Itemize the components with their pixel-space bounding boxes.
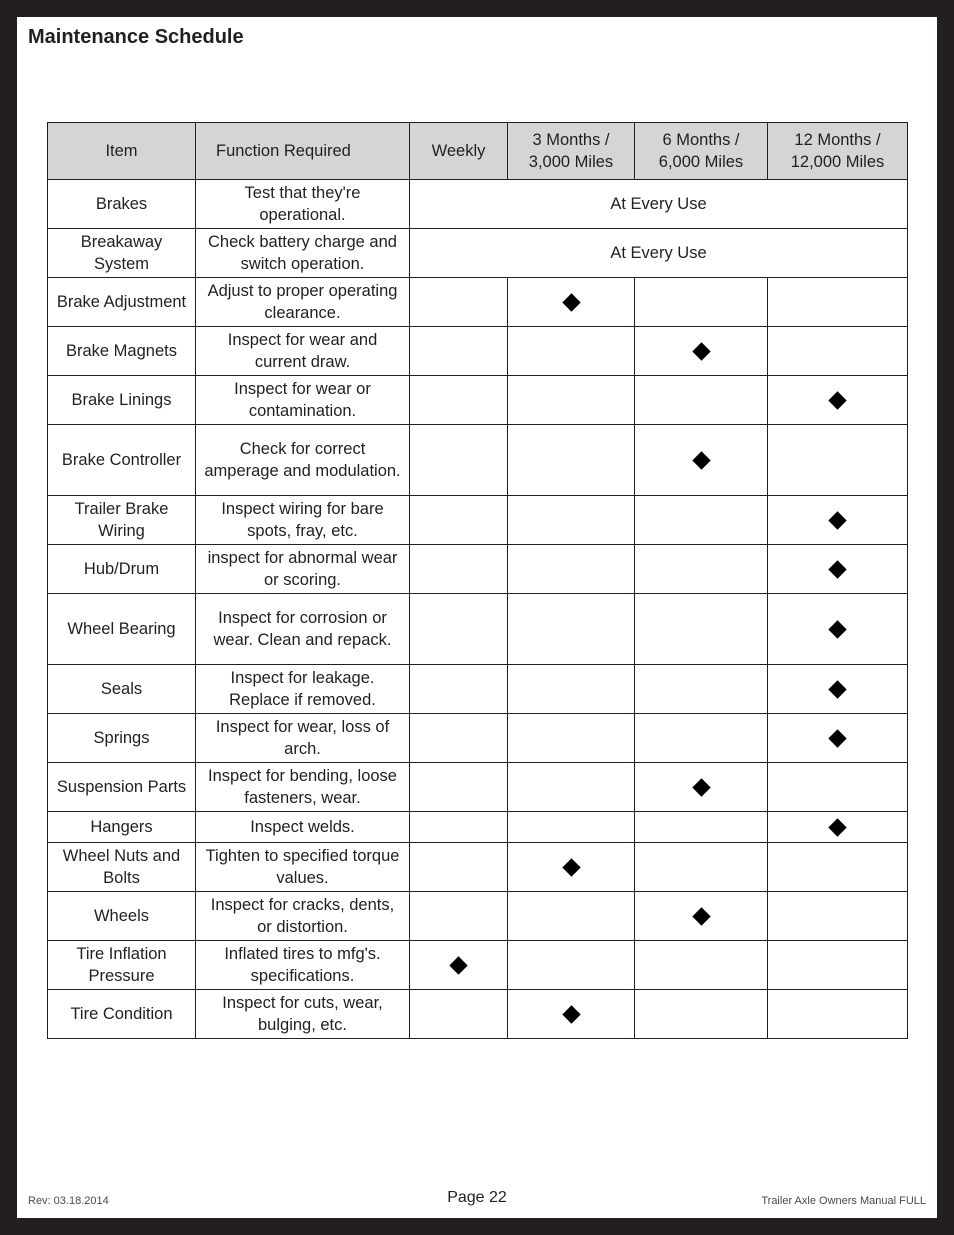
item-cell: Hangers	[48, 812, 196, 843]
function-cell: Inspect for bending, loose fasteners, wear.	[196, 763, 410, 812]
item-cell: Brake Magnets	[48, 327, 196, 376]
header-6-months: 6 Months / 6,000 Miles	[635, 123, 768, 180]
function-cell: Inspect for wear and current draw.	[196, 327, 410, 376]
table-row	[48, 327, 908, 376]
diamond-icon	[828, 560, 846, 578]
item-cell: Suspension Parts	[48, 763, 196, 812]
3-months-cell	[508, 496, 635, 545]
12-months-cell	[768, 594, 908, 665]
weekly-cell	[410, 763, 508, 812]
12-months-cell	[768, 376, 908, 425]
12-months-cell	[768, 496, 908, 545]
item-cell: Wheels	[48, 892, 196, 941]
weekly-cell	[410, 714, 508, 763]
manual-title: Trailer Axle Owners Manual FULL	[761, 1195, 926, 1207]
3-months-cell	[508, 843, 635, 892]
function-cell: Inspect wiring for bare spots, fray, etc.	[196, 496, 410, 545]
6-months-cell	[635, 763, 768, 812]
12-months-cell	[768, 892, 908, 941]
weekly-cell	[410, 941, 508, 990]
table-row	[48, 545, 908, 594]
3-months-cell	[508, 376, 635, 425]
3-months-cell	[508, 327, 635, 376]
6-months-cell	[635, 594, 768, 665]
3-months-cell	[508, 425, 635, 496]
function-cell: Adjust to proper operating clearance.	[196, 278, 410, 327]
6-months-cell	[635, 892, 768, 941]
function-cell: Inspect for corrosion or wear. Clean and repack.	[196, 594, 410, 665]
3-months-cell	[508, 278, 635, 327]
header-12-months: 12 Months / 12,000 Miles	[768, 123, 908, 180]
item-cell: Brake Controller	[48, 425, 196, 496]
table-row	[48, 763, 908, 812]
table-row	[48, 496, 908, 545]
diamond-icon	[562, 1005, 580, 1023]
function-cell: Inspect welds.	[196, 812, 410, 843]
diamond-icon	[449, 956, 467, 974]
table-row	[48, 278, 908, 327]
diamond-icon	[562, 293, 580, 311]
6-months-cell	[635, 327, 768, 376]
header-function: Function Required	[196, 123, 410, 180]
revision-label: Rev: 03.18.2014	[28, 1195, 109, 1207]
weekly-cell	[410, 892, 508, 941]
item-cell: Wheel Bearing	[48, 594, 196, 665]
6-months-cell	[635, 812, 768, 843]
diamond-icon	[692, 778, 710, 796]
table-row	[48, 892, 908, 941]
6-months-cell	[635, 496, 768, 545]
header-row	[48, 123, 908, 180]
3-months-cell	[508, 545, 635, 594]
table-row	[48, 941, 908, 990]
diamond-icon	[828, 620, 846, 638]
weekly-cell	[410, 278, 508, 327]
3-months-cell	[508, 941, 635, 990]
12-months-cell	[768, 763, 908, 812]
3-months-cell	[508, 665, 635, 714]
12-months-cell	[768, 941, 908, 990]
diamond-icon	[828, 680, 846, 698]
function-cell: Inspect for cuts, wear, bulging, etc.	[196, 990, 410, 1039]
item-cell: Tire Inflation Pressure	[48, 941, 196, 990]
weekly-cell	[410, 990, 508, 1039]
header-3-months: 3 Months / 3,000 Miles	[508, 123, 635, 180]
interval-note: At Every Use	[410, 180, 908, 229]
12-months-cell	[768, 425, 908, 496]
6-months-cell	[635, 545, 768, 594]
interval-note: At Every Use	[410, 229, 908, 278]
item-cell: Brake Linings	[48, 376, 196, 425]
diamond-icon	[692, 907, 710, 925]
6-months-cell	[635, 376, 768, 425]
weekly-cell	[410, 843, 508, 892]
12-months-cell	[768, 665, 908, 714]
3-months-cell	[508, 594, 635, 665]
function-cell: Inspect for wear, loss of arch.	[196, 714, 410, 763]
document-page	[17, 17, 937, 1218]
item-cell: Trailer Brake Wiring	[48, 496, 196, 545]
table-row	[48, 425, 908, 496]
3-months-cell	[508, 714, 635, 763]
12-months-cell	[768, 990, 908, 1039]
function-cell: Check for correct amperage and modulation.	[196, 425, 410, 496]
3-months-cell	[508, 990, 635, 1039]
6-months-cell	[635, 714, 768, 763]
function-cell: Inflated tires to mfg's. specifications.	[196, 941, 410, 990]
diamond-icon	[562, 858, 580, 876]
function-cell: Inspect for leakage. Replace if removed.	[196, 665, 410, 714]
diamond-icon	[828, 818, 846, 836]
weekly-cell	[410, 376, 508, 425]
item-cell: Breakaway System	[48, 229, 196, 278]
weekly-cell	[410, 545, 508, 594]
table-row	[48, 180, 908, 229]
function-cell: inspect for abnormal wear or scoring.	[196, 545, 410, 594]
table-body	[48, 180, 908, 1039]
6-months-cell	[635, 843, 768, 892]
6-months-cell	[635, 425, 768, 496]
item-cell: Wheel Nuts and Bolts	[48, 843, 196, 892]
item-cell: Hub/Drum	[48, 545, 196, 594]
page-number: Page 22	[447, 1189, 507, 1206]
12-months-cell	[768, 843, 908, 892]
diamond-icon	[828, 511, 846, 529]
header-item: Item	[48, 123, 196, 180]
weekly-cell	[410, 812, 508, 843]
12-months-cell	[768, 714, 908, 763]
diamond-icon	[692, 451, 710, 469]
maintenance-table	[47, 122, 908, 1039]
12-months-cell	[768, 545, 908, 594]
6-months-cell	[635, 990, 768, 1039]
weekly-cell	[410, 425, 508, 496]
function-cell: Inspect for wear or contamination.	[196, 376, 410, 425]
item-cell: Springs	[48, 714, 196, 763]
function-cell: Tighten to specified torque values.	[196, 843, 410, 892]
12-months-cell	[768, 327, 908, 376]
6-months-cell	[635, 665, 768, 714]
6-months-cell	[635, 278, 768, 327]
page-title: Maintenance Schedule	[28, 26, 244, 48]
item-cell: Brake Adjustment	[48, 278, 196, 327]
table-row	[48, 990, 908, 1039]
table-row	[48, 594, 908, 665]
function-cell: Inspect for cracks, dents, or distortion.	[196, 892, 410, 941]
diamond-icon	[828, 729, 846, 747]
weekly-cell	[410, 594, 508, 665]
3-months-cell	[508, 763, 635, 812]
table-row	[48, 812, 908, 843]
item-cell: Tire Condition	[48, 990, 196, 1039]
table-row	[48, 714, 908, 763]
12-months-cell	[768, 278, 908, 327]
item-cell: Brakes	[48, 180, 196, 229]
table-row	[48, 843, 908, 892]
item-cell: Seals	[48, 665, 196, 714]
3-months-cell	[508, 892, 635, 941]
weekly-cell	[410, 327, 508, 376]
header-weekly: Weekly	[410, 123, 508, 180]
diamond-icon	[692, 342, 710, 360]
weekly-cell	[410, 665, 508, 714]
12-months-cell	[768, 812, 908, 843]
function-cell: Check battery charge and switch operation.	[196, 229, 410, 278]
table-row	[48, 665, 908, 714]
3-months-cell	[508, 812, 635, 843]
diamond-icon	[828, 391, 846, 409]
table-row	[48, 229, 908, 278]
function-cell: Test that they're operational.	[196, 180, 410, 229]
6-months-cell	[635, 941, 768, 990]
weekly-cell	[410, 496, 508, 545]
table-row	[48, 376, 908, 425]
